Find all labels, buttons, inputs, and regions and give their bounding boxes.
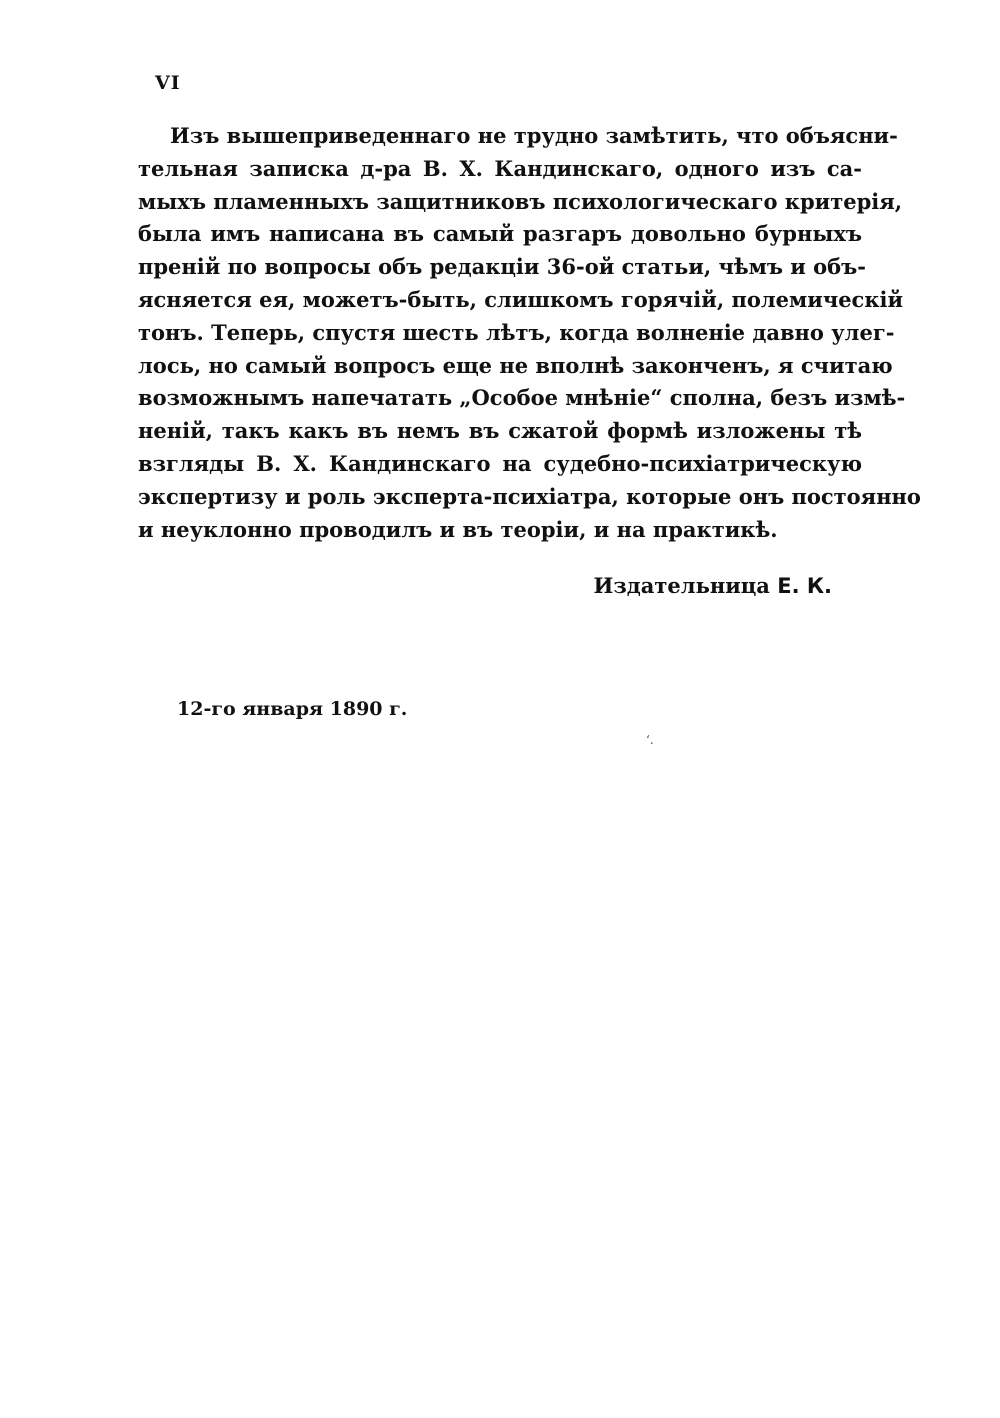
paragraph-line: неній, такъ какъ въ немъ въ сжатой формѣ изложены тѣ bbox=[138, 418, 862, 444]
paragraph-line: Изъ вышеприведеннаго не трудно замѣтить, что объясни- bbox=[170, 123, 898, 148]
paragraph-line: мыхъ пламенныхъ защитниковъ психологическаго критерія, bbox=[138, 188, 903, 214]
date-line: 12-го января 1890 г. bbox=[177, 698, 408, 720]
print-speck: ‘. bbox=[646, 733, 654, 747]
body-paragraph bbox=[138, 120, 921, 546]
page-number: VI bbox=[155, 72, 181, 94]
signature-initials: Е. К. bbox=[777, 574, 832, 598]
paragraph-line: тонъ. Теперь, спустя шесть лѣтъ, когда волненіе давно улег- bbox=[138, 319, 895, 345]
paragraph-line: лось, но самый вопросъ еще не вполнѣ законченъ, я считаю bbox=[138, 352, 893, 378]
signature bbox=[594, 573, 832, 598]
paragraph-line: экспертизу и роль эксперта-психіатра, которые онъ постоянно bbox=[138, 483, 921, 509]
paragraph-line: тельная записка д-ра В. Х. Кандинскаго, одного изъ са- bbox=[138, 155, 862, 181]
paragraph-line: была имъ написана въ самый разгаръ довольно бурныхъ bbox=[138, 221, 862, 247]
paragraph-line: и неуклонно проводилъ и въ теоріи, и на практикѣ. bbox=[138, 516, 778, 542]
paragraph-line: возможнымъ напечатать „Особое мнѣніе“ сполна, безъ измѣ- bbox=[138, 385, 906, 411]
paragraph-line: преній по вопросы объ редакціи 36-ой статьи, чѣмъ и объ- bbox=[138, 254, 866, 280]
signature-title: Издательница bbox=[593, 573, 770, 598]
paragraph-line: взгляды В. Х. Кандинскаго на судебно-психіатрическую bbox=[138, 450, 862, 476]
paragraph-line: ясняется ея, можетъ-быть, слишкомъ горячій, полемическій bbox=[138, 286, 904, 312]
